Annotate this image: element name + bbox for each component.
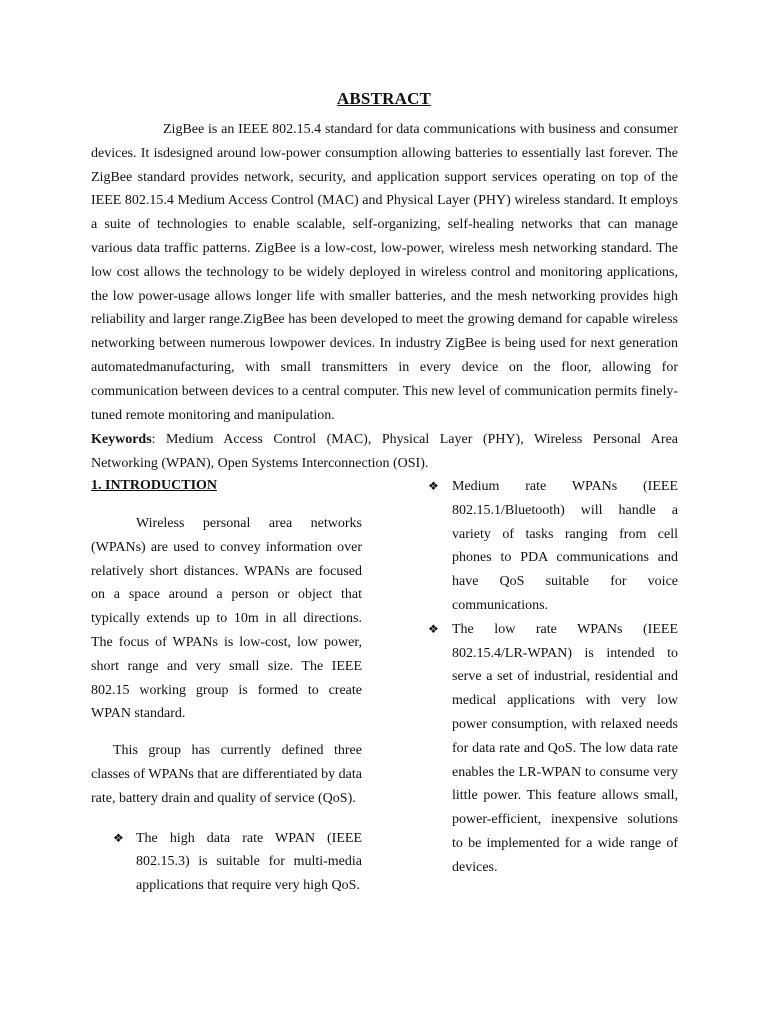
keywords-text: : Medium Access Control (MAC), Physical Layer (PHY), Wireless Personal Area Networking (WPAN), Open Systems Interconnection (OSI). [91,432,678,471]
diamond-bullet-icon: ❖ [428,479,439,493]
bullet-item-high-rate [91,827,362,898]
diamond-bullet-icon: ❖ [113,830,124,845]
bullet-text: The low rate WPANs (IEEE 802.15.4/LR-WPAN) is intended to serve a set of industrial, residential and medical applications with very low power consumption, with relaxed needs for data rate and QoS. The low data rate enables the LR-WPAN to consume very little power. This feature allows small, power-efficient, inexpensive solutions to be implemented for a wide range of devices. [452,621,678,875]
left-column [91,475,362,898]
diamond-bullet-icon: ❖ [428,621,439,636]
abstract-body: ZigBee is an IEEE 802.15.4 standard for data communications with business and consumer devices. It isdesigned around low-power consumption allowing batteries to essentially last forever. The ZigBee standard provides network, security, and application support services operating on top of the IEEE 802.15.4 Medium Access Control (MAC) and Physical Layer (PHY) wireless standard. It employs a suite of technologies to enable scalable, self-organizing, self-healing networks that can manage various data traffic patterns. ZigBee is a low-cost, low-power, wireless mesh networking standard. The low cost allows the technology to be widely deployed in wireless control and monitoring applications, the low power-usage allows longer life with smaller batteries, and the mesh networking provides high reliability and larger range.ZigBee has been developed to meet the growing demand for capable wireless networking between numerous lowpower devices. In industry ZigBee is being used for next generation automatedmanufacturing, with small transmitters in every device on the floor, allowing for communication between devices to a central computer. This new level of communication permits finely-tuned remote monitoring and manipulation. [91,122,678,423]
keywords-label: Keywords [91,432,152,447]
bullet-text: Medium rate WPANs (IEEE 802.15.1/Bluetooth) will handle a variety of tasks ranging from cell phones to PDA communications and have QoS suitable for voice communications. [452,479,678,613]
bullet-item-low-rate [428,618,678,880]
intro-paragraph-2: This group has currently defined three classes of WPANs that are differentiated by data rate, battery drain and quality of service (QoS). [91,743,362,806]
introduction-heading: 1. INTRODUCTION [91,478,218,493]
bullet-item-medium-rate [428,475,678,618]
right-column [428,475,678,880]
bullet-text: The high data rate WPAN (IEEE 802.15.3) is suitable for multi-media applications that require very high QoS. [136,830,362,894]
keywords-paragraph [91,428,678,476]
intro-paragraph-1: Wireless personal area networks (WPANs) are used to convey information over relatively short distances. WPANs are focused on a space around a person or object that typically extends up to 10m in all directions. The focus of WPANs is low-cost, low power, short range and very small size. The IEEE 802.15 working group is formed to create WPAN standard. [91,516,362,722]
abstract-title: ABSTRACT [336,89,432,108]
